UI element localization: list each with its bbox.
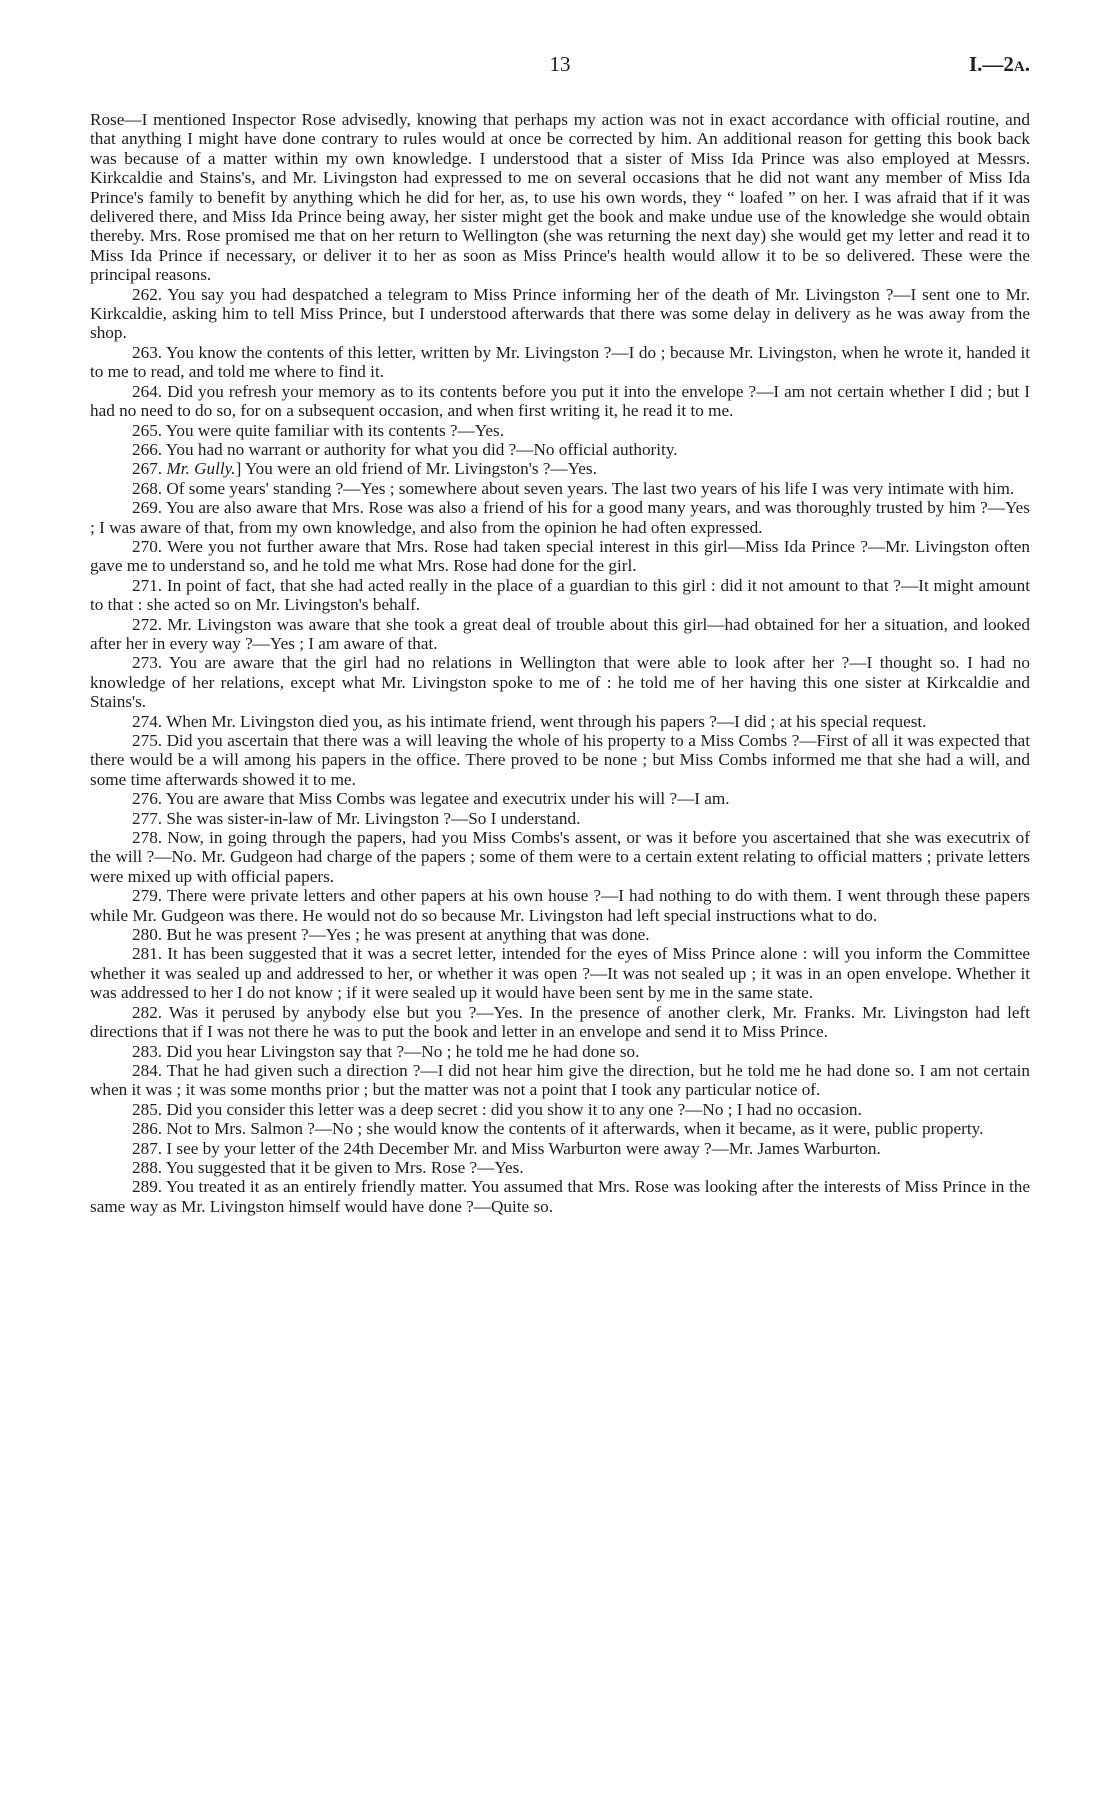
- paragraph-274: 274. When Mr. Livingston died you, as his intimate friend, went through his papers ?—I did ; at his special request.: [132, 711, 927, 731]
- paragraph-271: 271. In point of fact, that she had acted really in the place of a guardian to this girl : did it not amount to that ?—It might amount to that : she acted so on Mr. Livingston's behalf.: [90, 575, 1030, 615]
- paragraph-281: 281. It has been suggested that it was a secret letter, intended for the eyes of Miss Prince alone : will you inform the Committee whether it was sealed up and addressed to her, or whether it was open ?—It was not sealed up ; it was in an open envelope. Whether it was addressed to her I do not know ; if it were sealed up it would have been sent by me in the same state.: [90, 944, 1030, 1003]
- document-reference: [969, 52, 1030, 77]
- page-number: 13: [549, 52, 571, 76]
- paragraph-269: 269. You are also aware that Mrs. Rose was also a friend of his for a good many years, and was thoroughly trusted by him ?—Yes ; I was aware of that, from my own knowledge, and also from the opinion he had often expressed.: [90, 498, 1030, 537]
- paragraph-268: 268. Of some years' standing ?—Yes ; somewhere about seven years. The last two years of his life I was very intimate with him.: [132, 478, 1015, 498]
- paragraph-267: [90, 459, 1030, 478]
- paragraph-270: 270. Were you not further aware that Mrs. Rose had taken special interest in this girl—Miss Ida Prince ?—Mr. Livingston often gave me to understand so, and he told me what Mrs. Rose had done for the girl.: [90, 536, 1030, 576]
- paragraph-289: 289. You treated it as an entirely friendly matter. You assumed that Mrs. Rose was looking after the interests of Miss Prince in the same way as Mr. Livingston himself would have done ?—Quite so.: [90, 1177, 1030, 1216]
- paragraph-287: 287. I see by your letter of the 24th December Mr. and Miss Warburton were away ?—Mr. James Warburton.: [132, 1138, 881, 1158]
- speaker-name: Mr. Gully.: [166, 459, 236, 479]
- paragraph-continuation: Rose—I mentioned Inspector Rose advisedly, knowing that perhaps my action was not in exact accordance with official routine, and that anything I might have done contrary to rules would at once be corrected by him. An additional reason for getting this book back was because of a matter within my own knowledge. I understood that a sister of Miss Ida Prince was also employed at Messrs. Kirkcaldie and Stains's, and Mr. Livingston had expressed to me on several occasions that he did not want any member of Miss Ida Prince's family to benefit by anything which he did for her, as, to use his own words, they “ loafed ” on her. I was afraid that if it was delivered there, and Miss Ida Prince being away, her sister might get the book and make undue use of the knowledge she would obtain thereby. Mrs. Rose promised me that on her return to Wellington (she was returning the next day) she would get my letter and read it to Miss Ida Prince if necessary, or deliver it to her as soon as Miss Prince's health would allow it to be so delivered. These were the principal reasons.: [90, 110, 1030, 285]
- paragraph-272: 272. Mr. Livingston was aware that she took a great deal of trouble about this girl—had obtained for her a situation, and looked after her in every way ?—Yes ; I am aware of that.: [90, 614, 1030, 653]
- paragraph-284: 284. That he had given such a direction ?—I did not hear him give the direction, but he told me he had done so. I am not certain when it was ; it was some months prior ; but the matter was not a point that I took any particular notice of.: [90, 1060, 1030, 1100]
- paragraph-265: 265. You were quite familiar with its contents ?—Yes.: [132, 420, 505, 440]
- paragraph-number: 267.: [132, 459, 167, 479]
- paragraph-280: 280. But he was present ?—Yes ; he was present at anything that was done.: [132, 925, 650, 945]
- paragraph-282: 282. Was it perused by anybody else but you ?—Yes. In the presence of another clerk, Mr. Franks. Mr. Livingston had left directions that if I was not there he was to put the book and letter in an envelope and send it to Miss Prince.: [90, 1002, 1030, 1042]
- paragraph-263: 263. You know the contents of this letter, written by Mr. Livingston ?—I do ; because Mr. Livingston, when he wrote it, handed it to me to read, and told me where to find it.: [90, 342, 1030, 382]
- page-header: [90, 52, 1030, 82]
- paragraph-277: 277. She was sister-in-law of Mr. Livingston ?—So I understand.: [132, 808, 581, 828]
- testimony-body: [90, 110, 1030, 1216]
- paragraph-262: 262. You say you had despatched a telegram to Miss Prince informing her of the death of Mr. Livingston ?—I sent one to Mr. Kirkcaldie, asking him to tell Miss Prince, but I understood afterwards that there was some delay in delivery as he was away from the shop.: [90, 284, 1030, 343]
- paragraph-288: 288. You suggested that it be given to Mrs. Rose ?—Yes.: [132, 1157, 524, 1177]
- paragraph-279: 279. There were private letters and other papers at his own house ?—I had nothing to do with them. I went through these papers while Mr. Gudgeon was there. He would not do so because Mr. Livingston had left special instructions what to do.: [90, 886, 1030, 925]
- paragraph-264: 264. Did you refresh your memory as to its contents before you put it into the envelope ?—I am not certain whether I did ; but I had no need to do so, for on a subsequent occasion, and when first writing it, he read it to me.: [90, 381, 1030, 421]
- paragraph-286: 286. Not to Mrs. Salmon ?—No ; she would know the contents of it afterwards, when it became, as it were, public property.: [132, 1119, 984, 1139]
- doc-ref-main: I.—2: [968, 52, 1014, 76]
- paragraph-275: 275. Did you ascertain that there was a will leaving the whole of his property to a Miss Combs ?—First of all it was expected that there would be a will among his papers in the office. There proved to be none ; but Miss Combs informed me that she had a will, and some time afterwards showed it to me.: [90, 731, 1030, 789]
- paragraph-266: 266. You had no warrant or authority for what you did ?—No official authority.: [132, 439, 678, 459]
- paragraph-276: 276. You are aware that Miss Combs was legatee and executrix under his will ?—I am.: [132, 789, 730, 809]
- doc-ref-end: .: [1024, 52, 1030, 76]
- paragraph-273: 273. You are aware that the girl had no relations in Wellington that were able to look after her ?—I thought so. I had no knowledge of her relations, except what Mr. Livingston spoke to me of : he told me of her having this one sister at Kirkcaldie and Stains's.: [90, 653, 1030, 712]
- paragraph-285: 285. Did you consider this letter was a deep secret : did you show it to any one ?—No ; I had no occasion.: [132, 1099, 862, 1119]
- paragraph-text: ] You were an old friend of Mr. Livingston's ?—Yes.: [235, 459, 597, 479]
- paragraph-278: 278. Now, in going through the papers, had you Miss Combs's assent, or was it before you ascertained that she was executrix of the will ?—No. Mr. Gudgeon had charge of the papers ; some of them were to a certain extent relating to official matters ; private letters were mixed up with official papers.: [90, 828, 1030, 886]
- paragraph-283: 283. Did you hear Livingston say that ?—No ; he told me he had done so.: [132, 1041, 640, 1061]
- doc-ref-suffix: A: [1013, 59, 1025, 75]
